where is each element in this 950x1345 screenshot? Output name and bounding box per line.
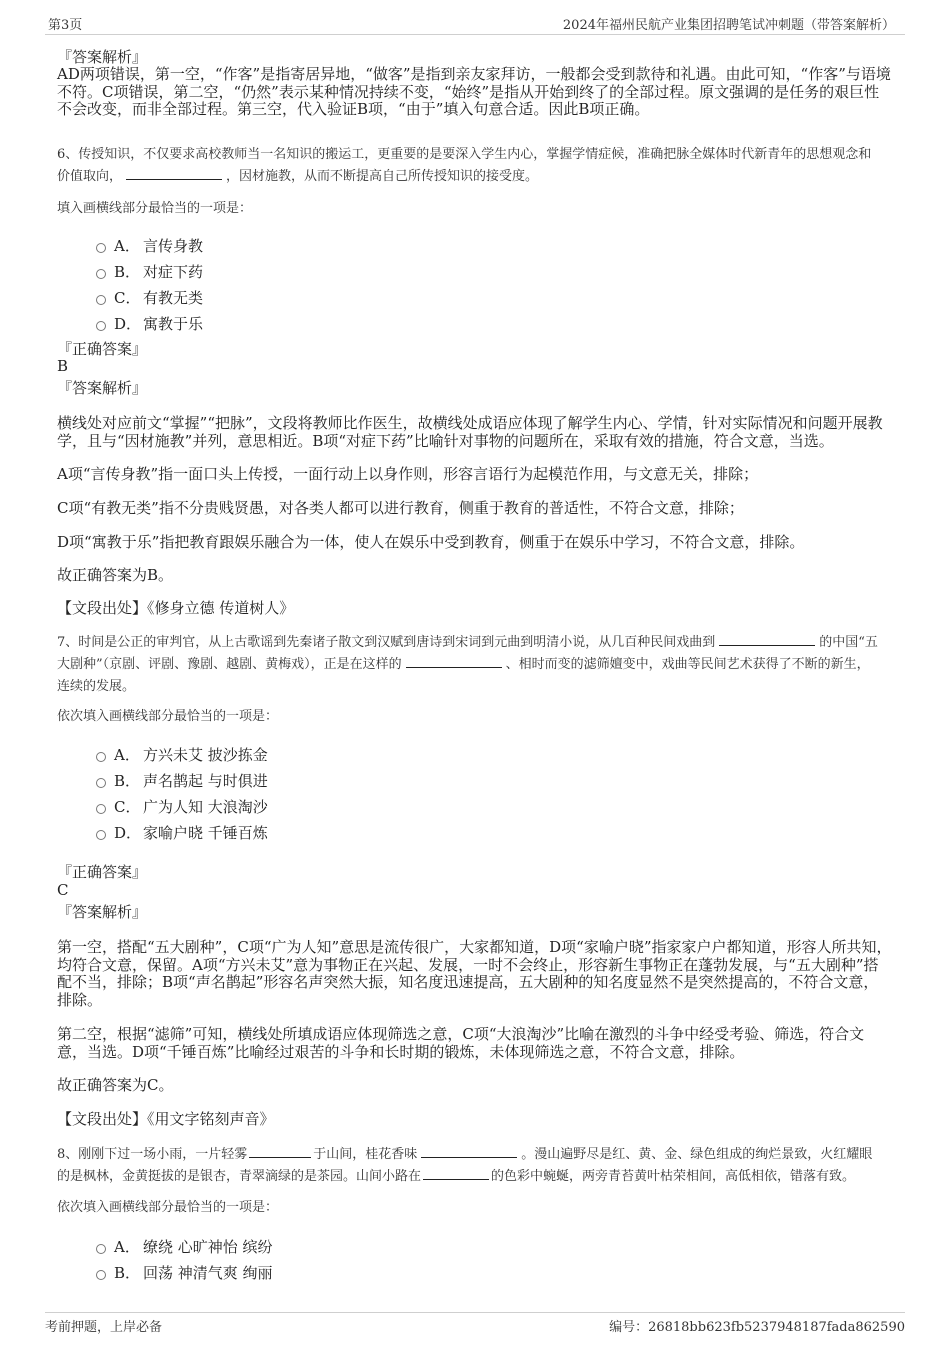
source: 【文段出处】《修身立德 传道树人》 [57,599,295,617]
top-analysis [57,66,897,119]
top-analysis-label: 『答案解析』 [57,48,148,66]
answer-blank [421,1144,517,1158]
analysis-label: 『答案解析』 [57,379,148,397]
analysis-paragraph: 横线处对应前文“掌握”“把脉”，文段将教师比作医生，故横线处成语应体现了解学生内心、学情，针对实际情况和问题开展教 学，且与“因材施教”并列，意思相近。B项“对症下药”比喻针对事物的问题所在，采取有效的措施，符合文意，当选。 [57,414,883,450]
question-line: 6、传授知识，不仅要求高校教师当一名知识的搬运工，更重要的是要深入学生内心，掌握学情症候，准确把脉全媒体时代新青年的思想观念和 [57,147,872,162]
option-d[interactable]: D． 家喻户晓 千锤百炼 [96,822,268,842]
page-footer [45,1312,905,1337]
question-prompt: 填入画横线部分最恰当的一项是： [57,201,253,216]
radio-icon[interactable] [96,295,106,305]
option-c[interactable]: C． 有教无类 [96,287,203,307]
option-c[interactable]: C． 广为人知 大浪淘沙 [96,796,268,816]
question-6 [57,144,897,188]
source: 【文段出处】《用文字铭刻声音》 [57,1110,275,1128]
analysis-paragraph: 第一空，搭配“五大剧种”，C项“广为人知”意思是流传很广，大家都知道，D项“家喻户晓”指家家户户都知道，形容人所共知， 均符合文意，保留。A项“方兴未艾”意为事物正在兴起、发展，一时不会终止，形容新生事物正在蓬勃发展，与“五大剧种”搭 配不当，排除；B项“声名鹊起”形容名声突然大振，知名度迅速提高，五大剧种的知名度显然不是突然提高的，不符合文意， 排除。 [57,938,892,1009]
option-b[interactable]: B． 回荡 神清气爽 绚丽 [96,1262,273,1282]
analysis-paragraph: C项“有教无类”指不分贵贱贤愚，对各类人都可以进行教育，侧重于教育的普适性，不符合文意，排除； [57,499,744,517]
document-title: 2024年福州民航产业集团招聘笔试冲刺题（带答案解析） [562,18,895,33]
answer-blank [126,166,222,180]
radio-icon[interactable] [96,804,106,814]
footer-code: 编号：26818bb623fb5237948187fada862590 [609,1320,905,1335]
analysis-line: AD两项错误，第一空，“作客”是指寄居异地，“做客”是指到亲友家拜访，一般都会受到款待和礼遇。由此可知，“作客”与语境 [57,65,891,83]
question-line: 价值取向， ，因材施教，从而不断提高自己所传授知识的接受度。 [57,166,897,188]
radio-icon[interactable] [96,778,106,788]
analysis-label: 『答案解析』 [57,903,148,921]
analysis-paragraph: 第二空，根据“滤筛”可知，横线处所填成语应体现筛选之意，C项“大浪淘沙”比喻在激烈的斗争中经受考验、筛选，符合文 意，当选。D项“千锤百炼”比喻经过艰苦的斗争和长时期的锻炼，未体现筛选之意，不符合文意，排除。 [57,1025,865,1061]
correct-answer-label: 『正确答案』 [57,863,148,881]
radio-icon[interactable] [96,1244,106,1254]
option-b[interactable]: B． 对症下药 [96,261,203,281]
radio-icon[interactable] [96,752,106,762]
question-prompt: 依次填入画横线部分最恰当的一项是： [57,1200,279,1215]
answer-blank [719,632,815,646]
option-a[interactable]: A． 言传身教 [96,235,203,255]
option-d[interactable]: D． 寓教于乐 [96,313,203,333]
answer-blank [423,1166,489,1180]
answer-blank [406,654,502,668]
correct-answer: B [57,357,69,375]
correct-answer-label: 『正确答案』 [57,340,148,358]
option-a[interactable]: A． 方兴未艾 披沙拣金 [96,744,268,764]
radio-icon[interactable] [96,321,106,331]
radio-icon[interactable] [96,830,106,840]
option-a[interactable]: A． 缭绕 心旷神怡 缤纷 [96,1236,273,1256]
page-number: 第3页 [48,18,83,33]
question-prompt: 依次填入画横线部分最恰当的一项是： [57,709,279,724]
footer-slogan: 考前押题，上岸必备 [45,1320,163,1335]
correct-answer: C [57,881,69,899]
option-b[interactable]: B． 声名鹊起 与时俱进 [96,770,268,790]
question-8: 8、刚刚下过一场小雨，一片轻雾 于山间，桂花香味 。漫山遍野尽是红、黄、金、绿色组成的绚烂景致，火红耀眼 的是枫林，金黄挺拔的是银杏，青翠滴绿的是茶园。山间小路在 的色彩中蜿蜒，两旁青苔黄叶枯荣相间，高低相依，错落有致。 [57,1144,897,1188]
radio-icon[interactable] [96,1270,106,1280]
radio-icon[interactable] [96,269,106,279]
analysis-line: 不会改变，而非全部过程。第三空，代入验证B项，“由于”填入句意合适。因此B项正确。 [57,100,650,118]
conclusion: 故正确答案为B。 [57,566,174,584]
analysis-paragraph: A项“言传身教”指一面口头上传授，一面行动上以身作则，形容言语行为起模范作用，与文意无关，排除； [57,465,759,483]
conclusion: 故正确答案为C。 [57,1076,174,1094]
page-header [45,12,905,35]
radio-icon[interactable] [96,243,106,253]
analysis-line: 不符。C项错误，第二空，“仍然”表示某种情况持续不变，“始终”是指从开始到终了的全部过程。原文强调的是任务的艰巨性 [57,82,880,101]
question-7: 7、时间是公正的审判官，从上古歌谣到先秦诸子散文到汉赋到唐诗到宋词到元曲到明清小说，从几百种民间戏曲到 的中国“五 大剧种”（京剧、评剧、豫剧、越剧、黄梅戏），正是在这样的 、相时而变的滤筛嬗变中，戏曲等民间艺术获得了不断的新生， 连续的发展。 [57,632,897,698]
answer-blank [249,1144,311,1158]
analysis-paragraph: D项“寓教于乐”指把教育跟娱乐融合为一体，使人在娱乐中受到教育，侧重于在娱乐中学习，不符合文意，排除。 [57,533,805,551]
